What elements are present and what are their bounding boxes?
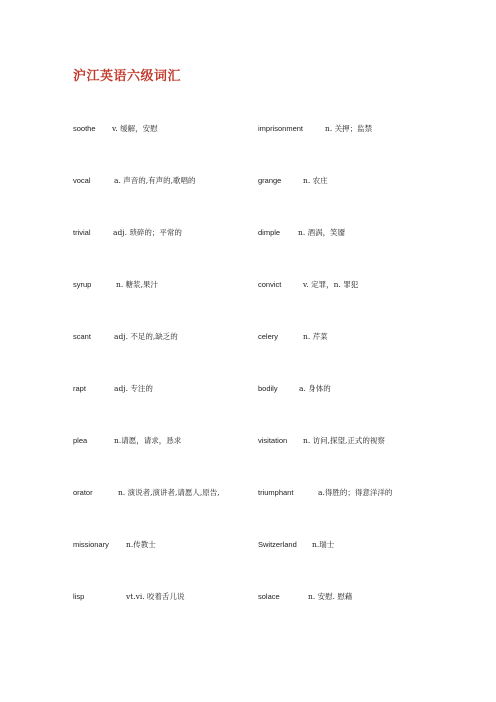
vocab-definition: a. 身体的 xyxy=(299,384,331,393)
vocab-word: scant xyxy=(73,332,91,341)
vocab-word: missionary xyxy=(73,540,109,549)
vocab-definition: v. 缓解，安慰 xyxy=(112,124,158,133)
page-title: 沪江英语六级词汇 xyxy=(73,69,182,84)
vocab-definition: a. 声音的,有声的,歌唱的 xyxy=(114,176,196,185)
vocab-definition: n. 糖浆,果汁 xyxy=(116,280,158,289)
vocab-word: grange xyxy=(258,176,282,185)
vocab-definition: adj. 琐碎的；平常的 xyxy=(113,228,182,237)
vocab-definition: vt.vi. 咬着舌儿说 xyxy=(126,592,185,601)
vocab-definition: adj. 专注的 xyxy=(114,384,153,393)
vocab-word: plea xyxy=(73,436,88,445)
vocab-word: solace xyxy=(258,592,280,601)
vocab-word: soothe xyxy=(73,124,96,133)
vocab-definition: n. 关押；监禁 xyxy=(325,124,373,133)
vocab-definition: a.得胜的；得意洋洋的 xyxy=(318,488,393,497)
vocab-definition: n.请愿，请求，恳求 xyxy=(114,436,182,445)
vocab-word: visitation xyxy=(258,436,288,445)
vocab-word: vocal xyxy=(73,176,91,185)
vocab-definition: n. 安慰. 慰藉 xyxy=(308,592,353,601)
vocab-definition: n. 芹菜 xyxy=(303,332,328,341)
vocab-definition: n. 演说者,演讲者,请愿人,原告, xyxy=(118,488,220,497)
vocab-definition: v. 定罪，n. 罪犯 xyxy=(303,280,359,289)
vocab-word: bodily xyxy=(258,384,278,393)
vocab-word: imprisonment xyxy=(258,124,304,133)
vocab-word: convict xyxy=(258,280,282,289)
vocab-word: orator xyxy=(73,488,93,497)
vocab-definition: n. 农庄 xyxy=(303,176,328,185)
vocab-word: triumphant xyxy=(258,488,294,497)
vocab-word: Switzerland xyxy=(258,540,297,549)
vocab-definition: adj. 不足的,缺乏的 xyxy=(114,332,178,341)
vocab-definition: n.传教士 xyxy=(126,540,156,549)
vocab-word: trivial xyxy=(73,228,91,237)
vocab-definition: n.瑞士 xyxy=(312,540,335,549)
vocab-word: celery xyxy=(258,332,279,341)
vocab-word: dimple xyxy=(258,228,281,237)
vocab-definition: n. 酒涡，笑靥 xyxy=(298,228,346,237)
vocab-definition: n. 访问,探望,正式的视察 xyxy=(303,436,385,445)
vocab-word: syrup xyxy=(73,280,92,289)
vocab-word: lisp xyxy=(73,592,85,601)
vocab-word: rapt xyxy=(73,384,86,393)
